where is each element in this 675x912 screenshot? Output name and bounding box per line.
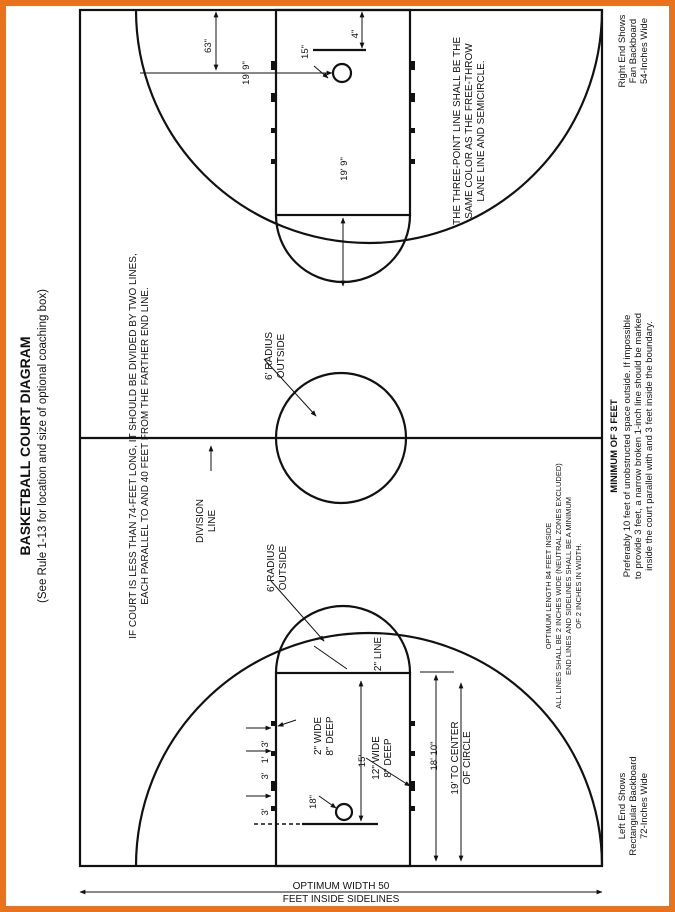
to-center-1: 19' TO CENTER [450, 721, 461, 795]
right-end-1: Right End Shows [617, 14, 628, 88]
dim-19-9-a: 19' 9" [241, 61, 252, 85]
right-end-2: Fan Backboard [628, 18, 639, 84]
dim-3a: 3' [260, 740, 271, 748]
lines-note-4: OF 2 INCHES IN WIDTH. [574, 543, 583, 629]
wide-deep-b-2: 8" DEEP [383, 738, 394, 778]
three-point-note-3: LANE LINE AND SEMICIRCLE. [476, 60, 487, 202]
radius-bottom-label-2: OUTSIDE [278, 545, 289, 591]
minimum-line-3: inside the court parallel with and 3 feet inside the boundary. [644, 321, 655, 571]
wide-deep-a-2: 8" DEEP [325, 716, 336, 756]
wide-deep-a-1: 2" WIDE [313, 717, 324, 755]
title: BASKETBALL COURT DIAGRAM [17, 336, 33, 556]
minimum-line-2: to provide 3 feet, a narrow broken 1-inch line should be marked [633, 312, 644, 580]
free-throw-lane-top [276, 10, 410, 215]
dim-1: 1' [260, 756, 271, 764]
to-center-2: OF CIRCLE [462, 731, 473, 785]
left-end-1: Left End Shows [617, 772, 628, 840]
dim-63in: 63" [203, 39, 214, 53]
free-throw-semicircle-bottom [276, 606, 410, 673]
width-label-2: FEET INSIDE SIDELINES [282, 894, 400, 905]
dim-4in: 4" [350, 29, 361, 39]
radius-bottom-label-1: 6' RADIUS [266, 543, 277, 593]
diagram-frame [6, 6, 669, 906]
right-end-3: 54-Inches Wide [639, 17, 650, 85]
lines-note-2: ALL LINES SHALL BE 2 INCHES WIDE (NEUTRAL ZONES EXCLUDED) [554, 463, 563, 709]
dim-3b: 3' [260, 772, 271, 780]
subtitle: (See Rule 1-13 for location and size of optional coaching box) [37, 289, 49, 603]
lines-note-3: END LINES AND SIDELINES SHALL BE A MINIMUM [564, 496, 573, 676]
radius-top-label-2: OUTSIDE [276, 333, 287, 379]
two-inch-line-label: 2" LINE [373, 636, 384, 672]
minimum-line-1: Preferably 10 feet of unobstructed space outside. If impossible [622, 314, 633, 578]
dim-18-10: 18' 10" [429, 741, 440, 771]
lines-note-1: OPTIMUM LENGTH 84 FEET INSIDE [544, 522, 553, 650]
width-label-1: OPTIMUM WIDTH 50 [292, 881, 390, 892]
dim-19-9-b: 19' 9" [339, 157, 350, 181]
three-point-arc-bottom [136, 633, 602, 866]
left-end-2: Rectangular Backboard [628, 756, 639, 856]
three-point-note-1: THE THREE-POINT LINE SHALL BE THE [452, 36, 463, 226]
court-note-line-1: IF COURT IS LESS THAN 74-FEET LONG, IT SHOULD BE DIVIDED BY TWO LINES, [128, 253, 139, 639]
basket-bottom [336, 804, 352, 820]
minimum-heading: MINIMUM OF 3 FEET [609, 399, 620, 493]
court-diagram [6, 6, 669, 906]
radius-top-label-1: 6' RADIUS [264, 331, 275, 381]
division-label-2: LINE [207, 509, 218, 533]
dim-3c: 3' [260, 808, 271, 816]
wide-deep-b-1: 12" WIDE [371, 736, 382, 780]
basket-top [333, 64, 351, 82]
three-point-note-2: SAME COLOR AS THE FREE-THROW [464, 43, 475, 219]
court-note-line-2: EACH PARALLEL TO AND 40 FEET FROM THE FARTHER END LINE. [140, 287, 151, 605]
dim-15ft: 15' [357, 754, 368, 768]
left-end-3: 72-Inches Wide [639, 772, 650, 840]
dim-18in: 18" [308, 795, 319, 809]
division-label-1: DIVISION [195, 499, 206, 543]
dim-15in: 15" [300, 45, 311, 59]
